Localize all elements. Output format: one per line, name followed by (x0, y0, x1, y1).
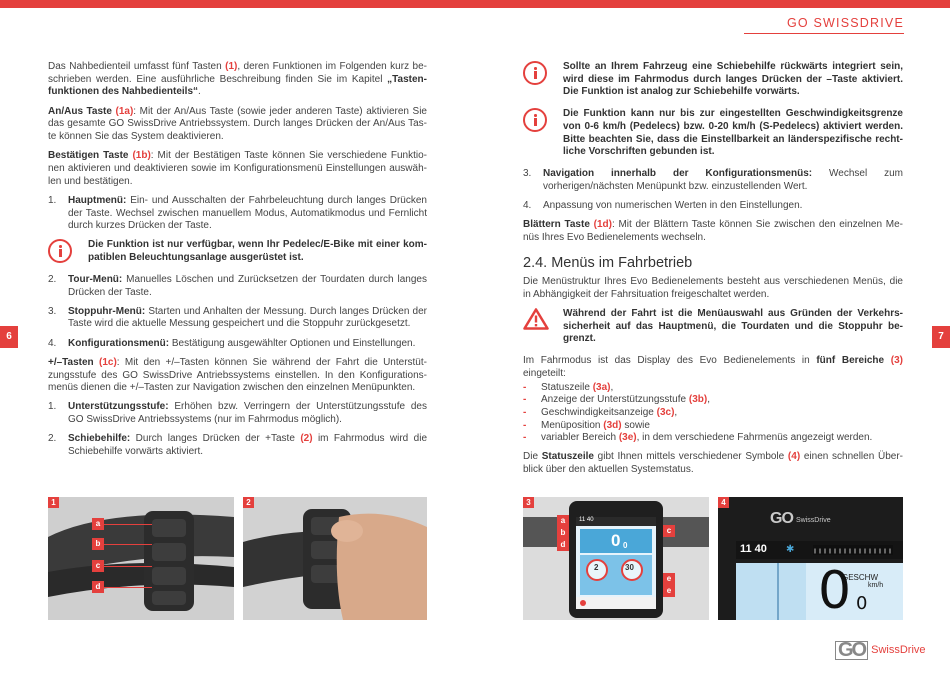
page-number-left: 6 (0, 326, 18, 348)
list-item: 1. Hauptmenü: Ein- und Ausschalten der Fahrbeleuchtung durch langes Drücken der Taste. Wechsel zwischen manuellem Modus, Automatikmodus und Fernlicht durch kurzes Drücken der Taste. (48, 194, 427, 232)
speed-decimal: 0 (856, 593, 868, 614)
brand-rule (744, 33, 904, 34)
menus-paragraph: Die Menüstruktur Ihres Evo Bedienelements besteht aus verschiedenen Menüs, die in Abhängigkeit der Fahrsituation freigeschaltet werden. (523, 276, 903, 300)
bullet-item: - Geschwindigkeitsanzeige (3c), (523, 406, 678, 418)
device-time: 11 40 (579, 517, 594, 523)
device-value-left: 2 (594, 563, 599, 572)
info-icon (523, 61, 547, 85)
callout-b: b (557, 527, 569, 539)
list-item: 2. Tour-Menü: Manuelles Löschen und Zurücksetzen der Tourdaten durch langes Drücken der Taste. (48, 273, 427, 298)
display-closeup-image (718, 497, 903, 620)
remote-control-image (48, 497, 234, 620)
footer-logo-text: SwissDrive (871, 644, 926, 656)
info-note: Die Funktion kann nur bis zur eingestellten Geschwindigkeitsgrenze von 0-6 km/h (Pedelecs) bzw. 0-20 km/h (S-Pedelecs) aktiviert werden. Bitte beachten Sie, dass die Einstellbarkeit an länderspezifische rechtliche Vorschriften gebunden ist. (523, 108, 903, 159)
section-heading: 2.4. Menüs im Fahrbetrieb (523, 255, 693, 272)
thumb-press-image (243, 497, 427, 620)
callout-a: a (92, 518, 104, 530)
speed-unit: km/h (868, 582, 884, 589)
figure-2-thumb-press: 2 (243, 497, 427, 620)
callout-b: b (92, 538, 104, 550)
callout-c: c (92, 560, 104, 572)
blaettern-paragraph: Blättern Taste (1d): Mit der Blättern Taste können Sie zwischen den einzelnen Menüs Ihres Evo Bedienelements wechseln. (523, 219, 903, 243)
bullet-item: - Statuszeile (3a), (523, 381, 614, 393)
device-logo-text: SwissDrive (796, 517, 831, 524)
brand-header: GO SWISSDRIVE (786, 16, 904, 30)
callout-c: c (663, 525, 675, 537)
callout-d: d (92, 581, 104, 593)
bullet-item: - variabler Bereich (3e), in dem verschiedene Fahrmenüs angezeigt werden. (523, 432, 873, 444)
info-note: Sollte an Ihrem Fahrzeug eine Schiebehilfe rückwärts integriert sein, wird diese im Fahrmodus durch langes Drücken der –Taste aktiviert. Die Funktion ist analog zur Schiebehilfe vorwärts. (523, 61, 903, 99)
device-status-time: 11 40 (740, 543, 767, 555)
device-speed-decimal: 0 (623, 541, 628, 550)
info-note: Die Funktion ist nur verfügbar, wenn Ihr Pedelec/E-Bike mit einer kompatiblen Beleuchtungsanlage ausgerüstet ist. (48, 239, 427, 264)
device-logo: GO (770, 510, 793, 527)
plusminus-paragraph: +/–Tasten (1c): Mit den +/–Tasten können Sie während der Fahrt die Unterstützungsstufe des GO SwissDrive Antriebssystems einstellen. In den Konfigurationsmenüs dienen die +/–Tasten zur Navigation zwischen den einzelnen Menüpunkten. (48, 356, 427, 394)
bluetooth-icon: ✱ (786, 544, 795, 555)
info-icon (523, 108, 547, 132)
left-column (48, 61, 427, 465)
speed-unit-label: GESCHW (842, 573, 878, 582)
page-number-right: 7 (932, 326, 950, 348)
footer-logo-mark: GO (835, 641, 868, 660)
callout-e: e (663, 573, 675, 585)
anaus-paragraph: An/Aus Taste (1a): Mit der An/Aus Taste (sowie jeder anderen Taste) aktivieren Sie das gesamte GO SwissDrive Antriebssystem. Durch langes Drücken der An/Aus Taste können Sie das System deaktivieren. (48, 105, 427, 143)
device-value-right: 30 (625, 563, 634, 572)
list-item: 2. Schiebehilfe: Durch langes Drücken der +Taste (2) im Fahrmodus wird die Schiebehilfe vorwärts aktiviert. (48, 433, 428, 458)
footer-logo (835, 640, 926, 660)
info-icon (48, 239, 72, 263)
list-item: 1. Unterstützungsstufe: Erhöhen bzw. Verringern der Unterstützungsstufe des GO SwissDrive Antriebssystems (nur im Fahrmodus möglich). (48, 401, 427, 426)
list-item: 4. Anpassung von numerischen Werten in den Einstellungen. (523, 199, 803, 211)
bullet-item: - Menüposition (3d) sowie (523, 419, 650, 431)
figure-3-display-areas: 3 11 40 0 0 2 30 a b d c e e (523, 497, 709, 620)
right-column (523, 61, 903, 483)
callout-d: d (557, 539, 569, 551)
speed-value: 0 (818, 561, 852, 620)
fahrmodus-paragraph: Im Fahrmodus ist das Display des Evo Bedienelements in fünf Bereiche (3) eingeteilt: (523, 355, 903, 379)
callout-a: a (557, 515, 569, 527)
bullet-item: - Anzeige der Unterstützungsstufe (3b), (523, 394, 710, 406)
callout-e-lower: e (663, 585, 675, 597)
bestaetigen-paragraph: Bestätigen Taste (1b): Mit der Bestätigen Taste können Sie verschiedene Funktionen aktivieren und deaktivieren sowie im Konfigurationsmenü Einstellungen auswählen und bestätigen. (48, 150, 427, 187)
intro-paragraph: Das Nahbedienteil umfasst fünf Tasten (1), deren Funktionen im Folgenden kurz beschrieben werden. Eine ausführliche Beschreibung finden Sie im Kapitel „Tastenfunktionen des Nahbedienteils“. (48, 61, 427, 98)
status-paragraph: Die Statuszeile gibt Ihnen mittels verschiedener Symbole (4) einen schnellen Überblick über den aktuellen Systemstatus. (523, 451, 903, 475)
warning-note: Während der Fahrt ist die Menüauswahl aus Gründen der Verkehrssicherheit auf das Hauptmenü, die Tourdaten und die Stoppuhr begrenzt. (523, 308, 903, 346)
figure-4-status-line: 4 GO SwissDrive 11 40 ✱ GESCHW km/h 0 0 (718, 497, 903, 620)
list-item: 4. Konfigurationsmenü: Bestätigung ausgewählter Optionen und Einstellungen. (48, 337, 416, 349)
figure-1-remote-control: 1 a b c d (48, 497, 234, 620)
warning-icon (523, 308, 549, 330)
device-speed: 0 (611, 531, 621, 550)
display-device-image (523, 497, 709, 620)
list-item: 3. Stoppuhr-Menü: Starten und Anhalten der Messung. Durch langes Drücken der Taste wird die aktuelle Messung gespeichert und die Stoppuhr zurückgesetzt. (48, 305, 427, 330)
list-item: 3. Navigation innerhalb der Konfigurationsmenüs: Wechsel zum vorherigen/nächsten Menüpunkt bzw. einzustellenden Wert. (523, 167, 903, 192)
top-accent-bar (0, 0, 950, 8)
